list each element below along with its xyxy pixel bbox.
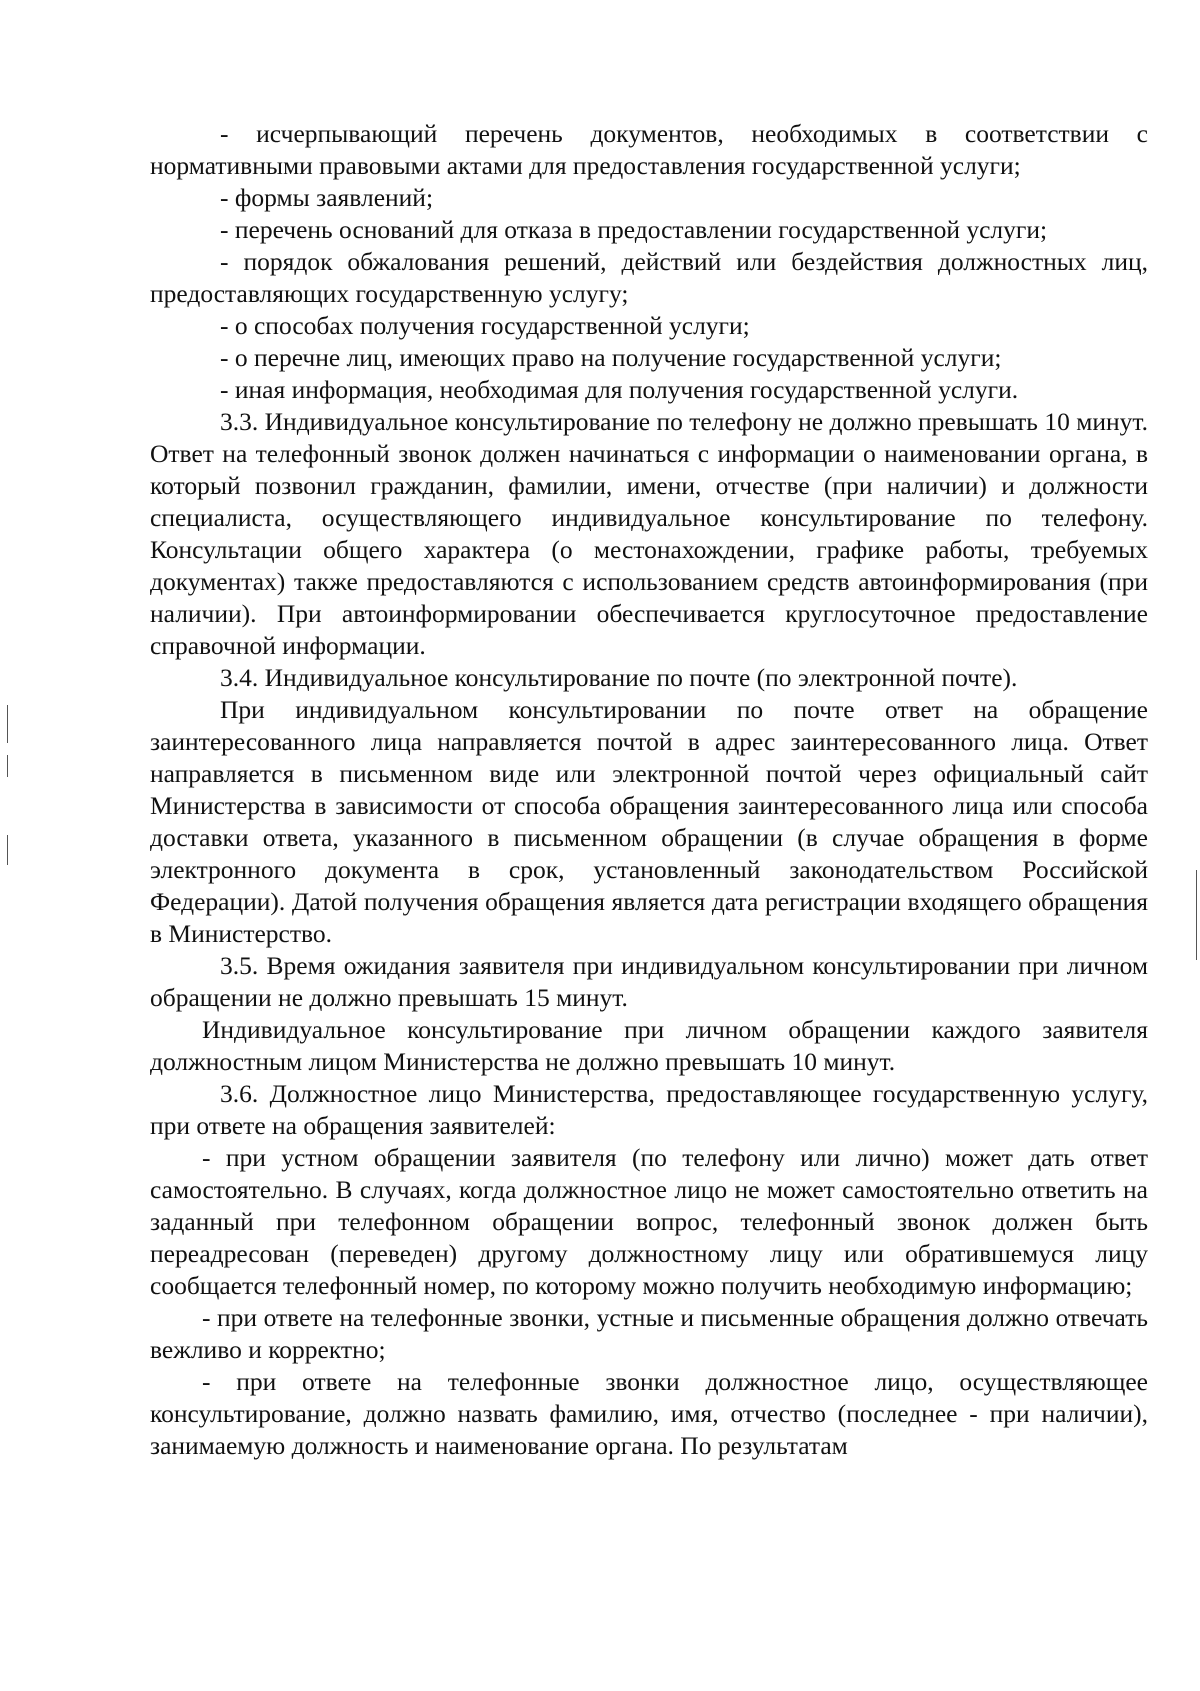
paragraph-oral-request: - при устном обращении заявителя (по телефону или лично) может дать ответ самостоятельно. В случаях, когда должностное лицо не может самостоятельно ответить на заданный при телефонном обращении вопрос, телефонный звонок должен быть переадресован (переведен) другому должностному лицу или обратившемуся лицу сообщается телефонный номер, по которому можно получить необходимую информацию; <box>150 1143 1148 1300</box>
paragraph-list-other: - иная информация, необходимая для получения государственной услуги. <box>220 375 1019 404</box>
paragraph-list-appeal: - порядок обжалования решений, действий или бездействия должностных лиц, предоставляющих государственную услугу; <box>150 247 1148 308</box>
paragraph-list-forms: - формы заявлений; <box>220 183 434 212</box>
paragraph-list-documents: - исчерпывающий перечень документов, необходимых в соответствии с нормативными правовыми актами для предоставления государственной услуги; <box>150 119 1148 180</box>
paragraph-3-5: 3.5. Время ожидания заявителя при индивидуальном консультировании при личном обращении не должно превышать 15 минут. <box>150 951 1148 1012</box>
paragraph-list-refusal: - перечень оснований для отказа в предоставлении государственной услуги; <box>220 215 1048 244</box>
scan-artifact-line <box>7 835 8 865</box>
scan-artifact-line <box>7 755 8 777</box>
paragraph-list-persons: - о перечне лиц, имеющих право на получение государственной услуги; <box>220 343 1002 372</box>
paragraph-mail-consulting: При индивидуальном консультировании по почте ответ на обращение заинтересованного лица направляется почтой в адрес заинтересованного лица. Ответ направляется в письменном виде или электронной почтой через официальный сайт Министерства в зависимости от способа обращения заинтересованного лица или способа доставки ответа, указанного в письменном обращении (в случае обращения в форме электронного документа в срок, установленный законодательством Российской Федерации). Датой получения обращения является дата регистрации входящего обращения в Министерство. <box>150 695 1148 948</box>
paragraph-personal-consulting: Индивидуальное консультирование при личном обращении каждого заявителя должностным лицом Министерства не должно превышать 10 минут. <box>150 1015 1148 1076</box>
document-body <box>150 118 1148 1462</box>
paragraph-3-4: 3.4. Индивидуальное консультирование по почте (по электронной почте). <box>220 663 1018 692</box>
paragraph-list-methods: - о способах получения государственной услуги; <box>220 311 750 340</box>
paragraph-3-6: 3.6. Должностное лицо Министерства, предоставляющее государственную услугу, при ответе на обращения заявителей: <box>150 1079 1148 1140</box>
paragraph-phone-answer: - при ответе на телефонные звонки должностное лицо, осуществляющее консультирование, должно назвать фамилию, имя, отчество (последнее - при наличии), занимаемую должность и наименование органа. По результатам <box>150 1367 1148 1460</box>
scan-artifact-line <box>7 705 8 743</box>
scan-artifact-line <box>1196 870 1197 960</box>
paragraph-polite-answer: - при ответе на телефонные звонки, устные и письменные обращения должно отвечать вежливо и корректно; <box>150 1303 1148 1364</box>
paragraph-3-3: 3.3. Индивидуальное консультирование по телефону не должно превышать 10 минут. Ответ на телефонный звонок должен начинаться с информации о наименовании органа, в который позвонил гражданин, фамилии, имени, отчестве (при наличии) и должности специалиста, осуществляющего индивидуальное консультирование по телефону. Консультации общего характера (о местонахождении, графике работы, требуемых документах) также предоставляются с использованием средств автоинформирования (при наличии). При автоинформировании обеспечивается круглосуточное предоставление справочной информации. <box>150 407 1148 660</box>
